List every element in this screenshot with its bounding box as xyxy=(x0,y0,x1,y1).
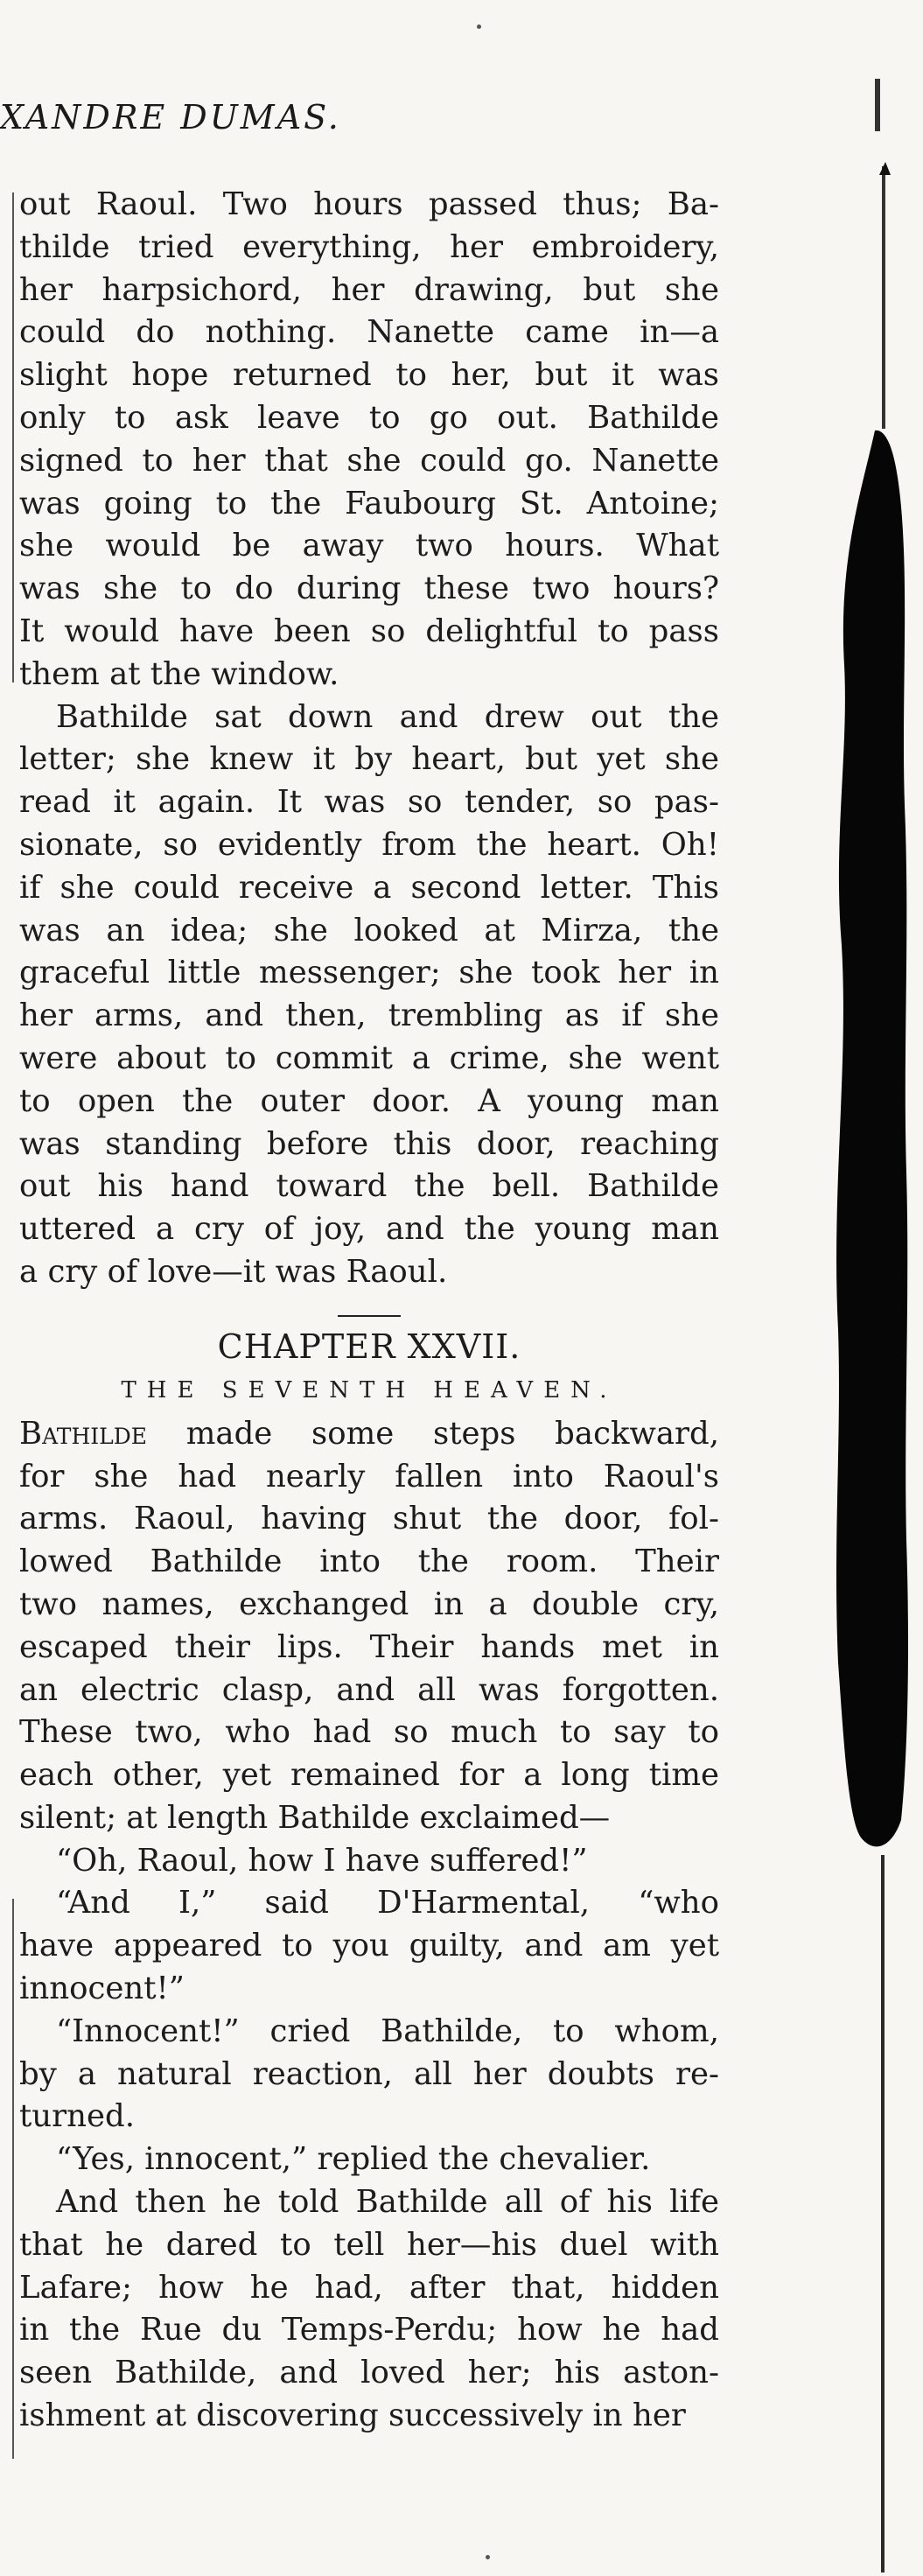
chapter-title: CHAPTER XXVII. xyxy=(217,1326,521,1366)
text-line: signed to her that she could go. Nanette xyxy=(19,442,719,479)
text-line: her harpsichord, her drawing, but she xyxy=(19,271,719,308)
chapter-subtitle: THE SEVENTH HEAVEN. xyxy=(121,1376,618,1404)
text-line: turned. xyxy=(19,2098,135,2135)
text-line: “And I,” said D'Harmental, “who xyxy=(56,1885,719,1922)
section-rule xyxy=(338,1315,401,1317)
chapter-paragraph xyxy=(19,2181,719,2438)
text-column xyxy=(19,184,719,2438)
text-line: thilde tried everything, her embroidery, xyxy=(19,228,719,265)
running-head: XANDRE DUMAS. xyxy=(0,98,341,136)
speck xyxy=(477,24,481,29)
text-line: for she had nearly fallen into Raoul's xyxy=(19,1458,719,1494)
text-line: uttered a cry of joy, and the young man xyxy=(19,1211,719,1248)
text-line: slight hope returned to her, but it was xyxy=(19,357,719,394)
text-line: Lafare; how he had, after that, hidden xyxy=(19,2269,719,2306)
text-line: “Oh, Raoul, how I have suffered!” xyxy=(56,1842,588,1879)
text-line: read it again. It was so tender, so pas- xyxy=(19,784,719,821)
margin-line-lower xyxy=(12,1899,14,2459)
text-line: was an idea; she looked at Mirza, the xyxy=(19,912,719,948)
text-line: have appeared to you guilty, and am yet xyxy=(19,1928,719,1964)
page-edge-mark-top xyxy=(875,79,880,131)
text-line: Bathilde sat down and drew out the xyxy=(56,698,719,735)
text-line: an electric clasp, and all was forgotten. xyxy=(19,1671,719,1708)
chapter-paragraph xyxy=(19,1413,719,1840)
text-line: was going to the Faubourg St. Antoine; xyxy=(19,485,719,522)
paragraph xyxy=(19,696,719,1294)
text-line: out his hand toward the bell. Bathilde xyxy=(19,1168,719,1205)
text-line: innocent!” xyxy=(19,1970,185,2007)
text-line: to open the outer door. A young man xyxy=(19,1082,719,1119)
text-line: them at the window. xyxy=(19,655,339,692)
text-line: in the Rue du Temps-Perdu; how he had xyxy=(19,2312,719,2348)
text-line: if she could receive a second letter. This xyxy=(19,869,719,906)
small-caps-lead: Bathilde xyxy=(19,1415,148,1452)
text-line: out Raoul. Two hours passed thus; Ba- xyxy=(19,186,719,222)
line-text: made some steps backward, xyxy=(147,1415,719,1452)
text-line: by a natural reaction, all her doubts re- xyxy=(19,2055,719,2092)
chapter-paragraph xyxy=(19,2011,719,2138)
text-line: “Yes, innocent,” replied the chevalier. xyxy=(56,2141,651,2178)
chapter-paragraph xyxy=(19,1882,719,2010)
text-line: These two, who had so much to say to xyxy=(19,1714,719,1751)
text-line: was standing before this door, reaching xyxy=(19,1125,719,1162)
margin-line-upper xyxy=(12,192,14,682)
page-edge-bar xyxy=(882,166,885,429)
chapter-paragraph xyxy=(19,2138,719,2181)
text-line: lowed Bathilde into the room. Their xyxy=(19,1544,719,1580)
text-line: only to ask leave to go out. Bathilde xyxy=(19,399,719,436)
text-line: was she to do during these two hours? xyxy=(19,570,719,607)
text-line xyxy=(19,1413,719,1456)
text-line: And then he told Bathilde all of his life xyxy=(56,2184,719,2221)
text-line: ishment at discovering successively in her xyxy=(19,2398,686,2434)
speck xyxy=(486,2555,490,2559)
text-line: silent; at length Bathilde exclaimed— xyxy=(19,1799,611,1836)
text-line: letter; she knew it by heart, but yet she xyxy=(19,741,719,778)
text-line: were about to commit a crime, she went xyxy=(19,1040,719,1076)
text-line: seen Bathilde, and loved her; his aston- xyxy=(19,2355,719,2391)
paragraph xyxy=(19,184,719,696)
text-line: It would have been so delightful to pass xyxy=(19,612,719,649)
text-line: she would be away two hours. What xyxy=(19,528,719,564)
text-line: her arms, and then, trembling as if she xyxy=(19,998,719,1034)
text-line: two names, exchanged in a double cry, xyxy=(19,1586,719,1622)
text-line: could do nothing. Nanette came in—a xyxy=(19,314,719,351)
chapter-paragraph xyxy=(19,1840,719,1883)
text-line: graceful little messenger; she took her in xyxy=(19,955,719,991)
text-line: a cry of love—it was Raoul. xyxy=(19,1253,448,1290)
text-line: each other, yet remained for a long time xyxy=(19,1757,719,1794)
text-line: that he dared to tell her—his duel with xyxy=(19,2226,719,2263)
text-line: sionate, so evidently from the heart. Oh! xyxy=(19,826,719,863)
text-line: arms. Raoul, having shut the door, fol- xyxy=(19,1501,719,1537)
text-line: “Innocent!” cried Bathilde, to whom, xyxy=(56,2012,719,2049)
text-line: escaped their lips. Their hands met in xyxy=(19,1628,719,1665)
